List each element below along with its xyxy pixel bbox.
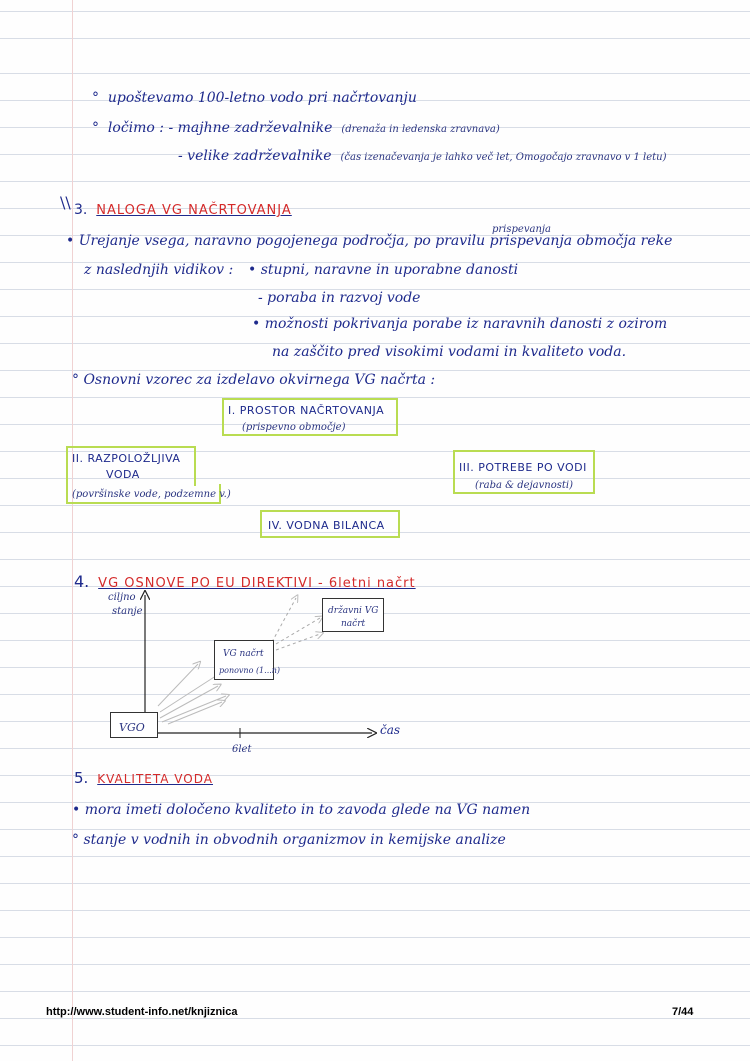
grey-arrow-3 (162, 696, 226, 722)
vg-nacrt-label-2: ponovno (1...n) (219, 666, 281, 675)
bullet-3-cont: na zaščito pred visokimi vodami in kvaliteto voda. (272, 344, 627, 360)
grey-arrow-2 (160, 686, 218, 718)
drzavni-vg-label-2: načrt (341, 619, 366, 629)
section-5-line-1: • mora imeti določeno kvaliteto in to zavoda glede na VG namen (72, 802, 531, 818)
section-5-heading: 5. KVALITETA VODA (74, 769, 213, 787)
grey-arrow-4 (158, 664, 198, 706)
dashed-arrow-3 (276, 634, 320, 650)
box-razpolozljiva-sub: (površinske vode, podzemne v.) (72, 489, 231, 500)
box-bilanca-title: IV. VODNA BILANCA (268, 519, 385, 532)
bullet-2: - poraba in razvoj vode (258, 290, 421, 306)
margin-mark: \\ (60, 193, 71, 212)
x-tick-label: 6let (232, 744, 252, 755)
dashed-arrow-1 (272, 598, 296, 642)
box-razpolozljiva-title1: II. RAZPOLOŽLJIVA (72, 452, 181, 465)
section-3-para-1b: z naslednjih vidikov : (84, 262, 234, 278)
box-potrebe-sub: (raba & dejavnosti) (475, 480, 574, 491)
y-label-1: ciljno (108, 592, 136, 603)
vgo-label: VGO (119, 721, 145, 734)
section-4-heading: 4. VG OSNOVE PO EU DIREKTIVI - 6letni načrt (74, 572, 416, 591)
grey-arrow-5 (168, 702, 222, 724)
box-potrebe-title: III. POTREBE PO VODI (459, 461, 587, 474)
x-label: čas (380, 723, 401, 737)
box-prostor-sub: (prispevno območje) (242, 422, 346, 433)
vg-nacrt-box (214, 640, 281, 680)
drzavni-vg-box (322, 598, 384, 632)
bullet-1: • stupni, naravne in uporabne danosti (248, 262, 519, 278)
box-prostor-title: I. PROSTOR NAČRTOVANJA (228, 404, 385, 417)
footer-url[interactable]: http://www.student-info.net/knjiznica (46, 1006, 238, 1018)
note-line-2: ° ločimo : - majhne zadrževalnike (drenaža in ledenska zravnava) (92, 120, 500, 136)
vg-nacrt-label-1: VG načrt (223, 649, 264, 659)
section-3-para-1a: • Urejanje vsega, naravno pogojenega področja, po pravilu prispevanja območja reke (66, 233, 673, 249)
bullet-3: • možnosti pokrivanja porabe iz naravnih danosti z ozirom (252, 316, 668, 332)
section-3-heading: 3. NALOGA VG NAČRTOVANJA (74, 202, 292, 218)
vgo-box (110, 712, 158, 738)
note-line-3: - velike zadrževalnike (čas izenačevanja je lahko več let, Omogočajo zravnavo v 1 letu) (178, 148, 667, 164)
superscript-note: prispevanja (492, 224, 551, 235)
drzavni-vg-label-1: državni VG (328, 606, 379, 616)
section-3-para-2: ° Osnovni vzorec za izdelavo okvirnega VG načrta : (72, 372, 436, 388)
note-line-1: ° upoštevamo 100-letno vodo pri načrtovanju (92, 90, 417, 106)
dashed-arrow-2 (276, 618, 320, 644)
page-number: 7/44 (672, 1006, 694, 1018)
box-razpolozljiva-title2: VODA (106, 468, 140, 481)
section-5-line-2: ° stanje v vodnih in obvodnih organizmov in kemijske analize (72, 832, 506, 848)
y-label-2: stanje (112, 606, 143, 617)
